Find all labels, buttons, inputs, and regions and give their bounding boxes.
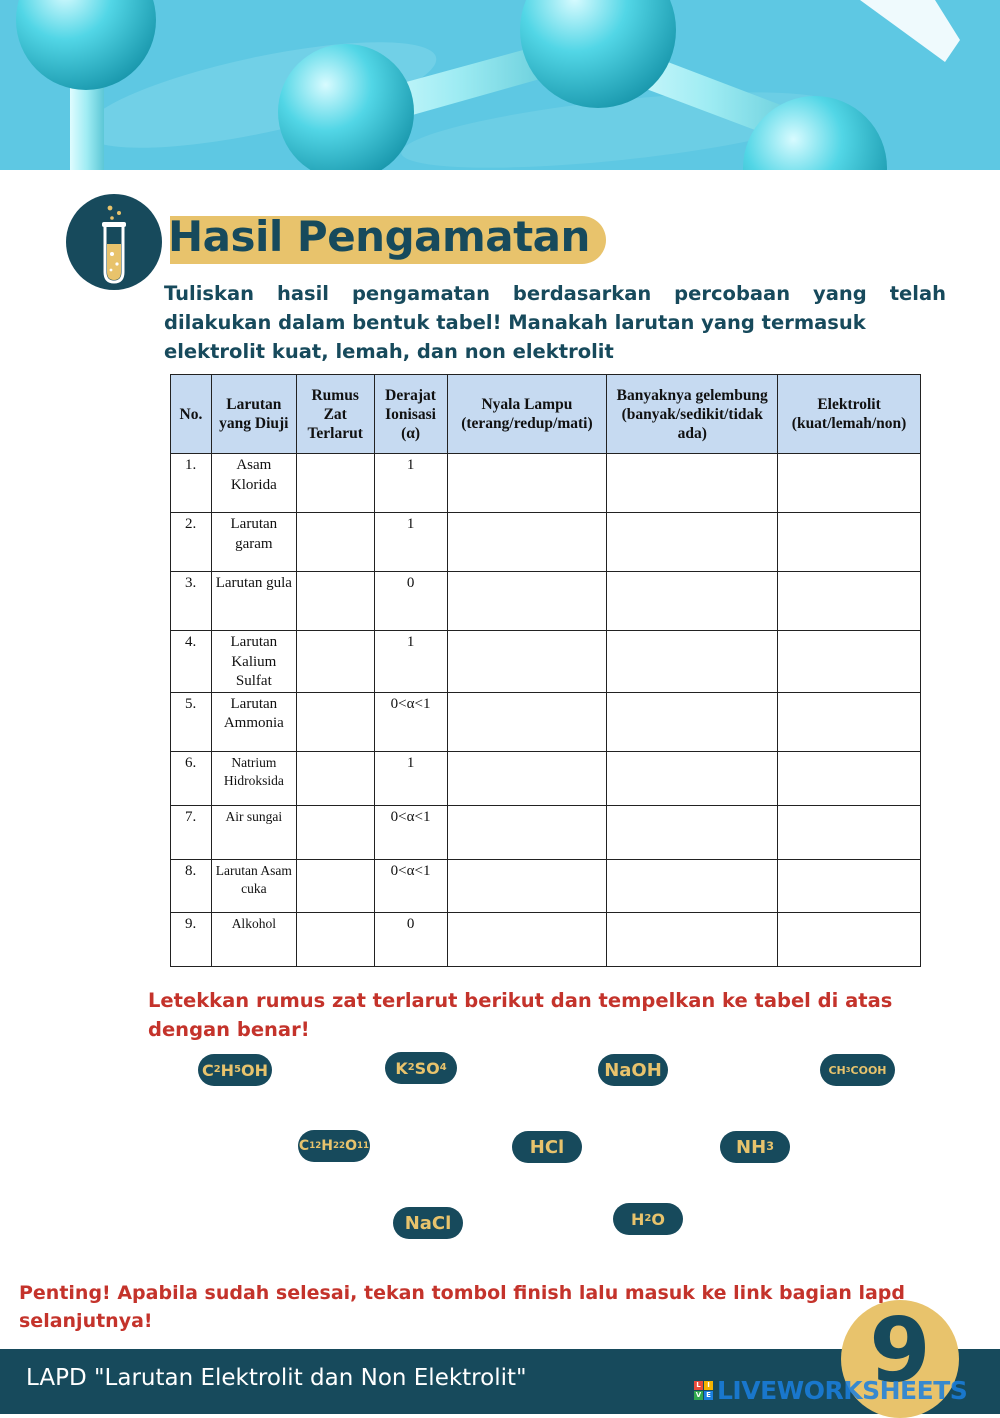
footer-title: LAPD "Larutan Elektrolit dan Non Elektrolit" [26,1365,527,1391]
cell-no: 8. [171,859,212,912]
cell-nyala-input[interactable] [447,692,607,751]
cell-derajat: 0<α<1 [374,805,447,859]
cell-nyala-input[interactable] [447,513,607,572]
cell-gelembung-input[interactable] [607,572,778,631]
cell-derajat: 1 [374,751,447,805]
formula-text: COOH [850,1063,887,1077]
cell-no: 3. [171,572,212,631]
formula-chip-hcl[interactable] [512,1131,582,1163]
cell-gelembung-input[interactable] [607,692,778,751]
cell-nyala-input[interactable] [447,572,607,631]
cell-rumus-dropzone[interactable] [296,751,374,805]
cell-gelembung-input[interactable] [607,859,778,912]
liveworksheets-grid-icon: L I V E [694,1381,713,1400]
page-number: 9 [869,1299,931,1402]
cell-rumus-dropzone[interactable] [296,572,374,631]
header-no: No. [171,375,212,454]
formula-text: H [321,1138,333,1154]
instructions-text: Tuliskan hasil pengamatan berdasarkan percobaan yang telah dilakukan dalam bentuk tabel! Manakah larutan yang termasuk [164,282,946,334]
cell-gelembung-input[interactable] [607,751,778,805]
table-row [171,859,921,912]
formula-chip-k2so4[interactable]: K 2 SO 4 [385,1052,457,1084]
formula-text: O [345,1138,357,1154]
cell-larutan: Air sungai [211,805,296,859]
table-row [171,751,921,805]
formula-text: H [631,1209,645,1229]
cell-derajat: 1 [374,513,447,572]
cell-larutan: Larutan Ammonia [211,692,296,751]
molecule-banner [0,0,1000,170]
cell-gelembung-input[interactable] [607,805,778,859]
cell-elektrolit-input[interactable] [778,912,921,966]
formula-chip-nacl[interactable] [393,1207,463,1239]
cell-larutan: Larutan gula [211,572,296,631]
table-row [171,805,921,859]
formula-chip-h2o[interactable]: H 2 O [613,1203,683,1235]
cell-nyala-input[interactable] [447,751,607,805]
cell-elektrolit-input[interactable] [778,513,921,572]
drag-instruction-text: Letekkan rumus zat terlarut berikut dan tempelkan ke tabel di atas [148,989,893,1012]
cell-derajat: 1 [374,631,447,693]
cell-elektrolit-input[interactable] [778,454,921,513]
cell-no: 6. [171,751,212,805]
table-row [171,912,921,966]
cell-no: 5. [171,692,212,751]
formula-chip-naoh[interactable] [598,1054,668,1086]
formula-text: CH [828,1063,846,1077]
cell-no: 1. [171,454,212,513]
cell-derajat: 1 [374,454,447,513]
cell-rumus-dropzone[interactable] [296,912,374,966]
cell-no: 2. [171,513,212,572]
molecule-illustration [0,0,1000,170]
table-row [171,513,921,572]
instructions [164,279,946,366]
formula-text: NaOH [604,1059,662,1081]
cell-derajat: 0<α<1 [374,859,447,912]
formula-text: OH [240,1060,268,1080]
table-row [171,631,921,693]
drag-instruction-text-end: dengan benar! [148,1018,310,1041]
cell-larutan: Larutan garam [211,513,296,572]
cell-rumus-dropzone[interactable] [296,454,374,513]
formula-text: O [651,1209,665,1229]
cell-nyala-input[interactable] [447,859,607,912]
formula-chip-c2h5oh[interactable]: C 2 H 5 OH [198,1054,272,1086]
formula-text: SO [414,1058,440,1078]
cell-nyala-input[interactable] [447,454,607,513]
test-tube-icon [66,194,162,290]
cell-no: 7. [171,805,212,859]
formula-text: K [395,1058,408,1078]
cell-derajat: 0 [374,572,447,631]
header-gelembung: Banyaknya gelembung (banyak/sedikit/tidak ada) [607,375,778,454]
cell-nyala-input[interactable] [447,805,607,859]
cell-gelembung-input[interactable] [607,513,778,572]
cell-larutan: Alkohol [211,912,296,966]
cell-elektrolit-input[interactable] [778,692,921,751]
formula-text: H [220,1060,235,1080]
formula-chip-nh3[interactable]: NH 3 [720,1131,790,1163]
formula-text: C [202,1060,214,1080]
cell-gelembung-input[interactable] [607,631,778,693]
formula-chip-ch3cooh[interactable]: CH 3 COOH [820,1054,895,1086]
cell-rumus-dropzone[interactable] [296,631,374,693]
cell-gelembung-input[interactable] [607,454,778,513]
cell-elektrolit-input[interactable] [778,631,921,693]
test-tube-icon-badge [66,194,162,290]
cell-larutan: Natrium Hidroksida [211,751,296,805]
important-note: Penting! Apabila sudah selesai, tekan tombol finish lalu masuk ke link bagian lapd selanjutnya! [19,1282,906,1332]
observation-table [170,374,921,967]
table-header-row [171,375,921,454]
formula-text: HCl [529,1136,565,1158]
cell-elektrolit-input[interactable] [778,859,921,912]
cell-gelembung-input[interactable] [607,912,778,966]
cell-no: 4. [171,631,212,693]
formula-text: NH [736,1136,767,1158]
formula-text: C [298,1138,310,1154]
header-elektrolit: Elektrolit (kuat/lemah/non) [778,375,921,454]
cell-rumus-dropzone[interactable] [296,692,374,751]
header-derajat: Derajat Ionisasi (α) [374,375,447,454]
table-row [171,454,921,513]
cell-larutan: Larutan Asam cuka [211,859,296,912]
header-larutan: Larutan yang Diuji [211,375,296,454]
cell-derajat: 0<α<1 [374,692,447,751]
cell-derajat: 0 [374,912,447,966]
cell-rumus-dropzone[interactable] [296,805,374,859]
cell-larutan: Asam Klorida [211,454,296,513]
cell-rumus-dropzone[interactable] [296,859,374,912]
cell-nyala-input[interactable] [447,631,607,693]
drag-instruction [148,986,930,1044]
table-row [171,572,921,631]
header-rumus: Rumus Zat Terlarut [296,375,374,454]
instructions-text-end: elektrolit kuat, lemah, dan non elektrolit [164,340,614,363]
formula-chip-c12h22o11[interactable]: C 12 H 22 O 11 [298,1130,370,1162]
cell-nyala-input[interactable] [447,912,607,966]
cell-elektrolit-input[interactable] [778,751,921,805]
table-row [171,692,921,751]
cell-elektrolit-input[interactable] [778,805,921,859]
liveworksheets-watermark: LIVEWORKSHEETS [717,1376,968,1405]
cell-rumus-dropzone[interactable] [296,513,374,572]
liveworksheets-logo [694,1376,967,1405]
cell-elektrolit-input[interactable] [778,572,921,631]
cell-no: 9. [171,912,212,966]
header-nyala: Nyala Lampu (terang/redup/mati) [447,375,607,454]
cell-larutan: Larutan Kalium Sulfat [211,631,296,693]
page-title: Hasil Pengamatan [168,212,590,261]
formula-text: NaCl [404,1212,452,1234]
